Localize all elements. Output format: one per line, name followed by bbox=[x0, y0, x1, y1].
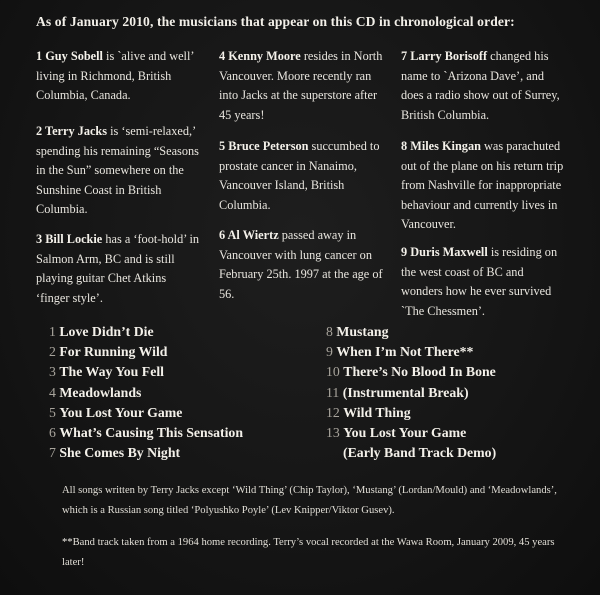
track-title: Meadowlands bbox=[59, 384, 142, 400]
musician-name: 6 Al Wiertz bbox=[219, 228, 279, 242]
track-title: Wild Thing bbox=[343, 404, 411, 420]
footnote bbox=[62, 533, 562, 572]
track-number: 13 bbox=[326, 425, 340, 441]
track-number: 1 bbox=[49, 324, 56, 339]
musician-entry bbox=[401, 137, 566, 235]
track-number: 12 bbox=[326, 404, 340, 420]
musician-entry bbox=[401, 47, 566, 125]
track-number: 2 bbox=[49, 344, 56, 360]
musician-entry bbox=[219, 47, 384, 125]
musician-entry bbox=[401, 243, 566, 321]
track-item bbox=[326, 383, 496, 403]
track-title: Love Didn’t Die bbox=[59, 324, 154, 339]
track-title: She Comes By Night bbox=[59, 445, 181, 461]
track-item bbox=[326, 362, 496, 382]
track-title: Mustang bbox=[336, 324, 389, 339]
track-item bbox=[326, 423, 496, 443]
track-number: 8 bbox=[326, 324, 333, 339]
musician-name: 1 Guy Sobell bbox=[36, 49, 103, 63]
track-item bbox=[49, 342, 243, 362]
track-item bbox=[326, 403, 496, 423]
track-item bbox=[49, 423, 243, 443]
musician-entry bbox=[36, 47, 201, 106]
musician-name: 8 Miles Kingan bbox=[401, 139, 481, 153]
intro-heading: As of January 2010, the musicians that appear on this CD in chronological order: bbox=[36, 14, 515, 29]
musician-name: 5 Bruce Peterson bbox=[219, 139, 309, 153]
musician-entry bbox=[219, 137, 384, 215]
footnote-text: Band track taken from a 1964 home recording. Terry’s vocal recorded at the Wawa Room, January 2009, 45 years later! bbox=[62, 537, 555, 568]
songwriting-credits: All songs written by Terry Jacks except ‘Wild Thing’ (Chip Taylor), ‘Mustang’ (Lordan/Mould) and ‘Meadowlands’, which is a Russian song titled ‘Polyushko Poyle’ (Lev Knipper/Viktor Gusev). bbox=[62, 485, 557, 516]
track-title: When I’m Not There** bbox=[336, 344, 474, 360]
musician-text: was parachuted out of the plane on his return trip from Nashville for inappropriate behaviour and currently lives in Vancouver. bbox=[401, 139, 564, 232]
musician-text: changed his name to `Arizona Dave’, and does a radio show out of Surrey, British Columbia. bbox=[401, 49, 560, 122]
musician-text: succumbed to prostate cancer in Nanaimo, Vancouver Island, British Columbia. bbox=[219, 139, 380, 212]
musician-name: 3 Bill Lockie bbox=[36, 232, 103, 246]
track-number: 9 bbox=[326, 344, 333, 360]
musician-entry bbox=[219, 226, 384, 304]
musician-entry bbox=[36, 230, 201, 308]
musician-text: is ‘semi-relaxed,’ spending his remaining “Seasons in the Sun” somewhere on the Sunshine Coast in British Columbia. bbox=[36, 124, 199, 217]
track-title: What’s Causing This Sensation bbox=[59, 425, 243, 441]
musician-entry bbox=[36, 122, 201, 220]
track-number: 10 bbox=[326, 364, 340, 380]
musician-text: is `alive and well’ living in Richmond, British Columbia, Canada. bbox=[36, 49, 194, 103]
track-title: You Lost Your Game bbox=[343, 425, 467, 441]
track-title: For Running Wild bbox=[59, 344, 168, 360]
tracklist-right bbox=[326, 322, 496, 463]
musician-text: resides in North Vancouver. Moore recently ran into Jacks at the superstore after 45 years! bbox=[219, 49, 383, 122]
musician-name: 4 Kenny Moore bbox=[219, 49, 301, 63]
track-item bbox=[326, 443, 496, 463]
track-item bbox=[49, 362, 243, 382]
track-item bbox=[326, 322, 496, 342]
track-title: There’s No Blood In Bone bbox=[343, 364, 496, 380]
track-number: 6 bbox=[49, 425, 56, 441]
track-number: 3 bbox=[49, 364, 56, 380]
track-title: (Instrumental Break) bbox=[342, 384, 469, 400]
tracklist-left bbox=[49, 322, 243, 463]
track-number: 7 bbox=[49, 445, 56, 461]
track-number: 5 bbox=[49, 404, 56, 420]
track-item bbox=[326, 342, 496, 362]
musician-name: 2 Terry Jacks bbox=[36, 124, 108, 138]
track-item bbox=[49, 322, 243, 342]
track-item bbox=[49, 383, 243, 403]
track-number: 11 bbox=[326, 384, 340, 400]
track-title: The Way You Fell bbox=[59, 364, 165, 380]
track-item bbox=[49, 443, 243, 463]
track-number: 4 bbox=[49, 384, 56, 400]
musician-name: 9 Duris Maxwell bbox=[401, 245, 488, 259]
musician-text: passed away in Vancouver with lung cancer on February 25th. 1997 at the age of 56. bbox=[219, 228, 383, 301]
musician-text: is residing on the west coast of BC and wonders how he ever survived `The Chessmen’. bbox=[401, 245, 558, 318]
track-item bbox=[49, 403, 243, 423]
track-title: You Lost Your Game bbox=[59, 404, 183, 420]
track-subtitle: (Early Band Track Demo) bbox=[343, 445, 497, 461]
footnote-marker: ** bbox=[62, 537, 73, 548]
musician-name: 7 Larry Borisoff bbox=[401, 49, 488, 63]
musician-text: has a ‘foot-hold’ in Salmon Arm, BC and is still playing guitar Chet Atkins ‘finger style’. bbox=[36, 232, 200, 305]
